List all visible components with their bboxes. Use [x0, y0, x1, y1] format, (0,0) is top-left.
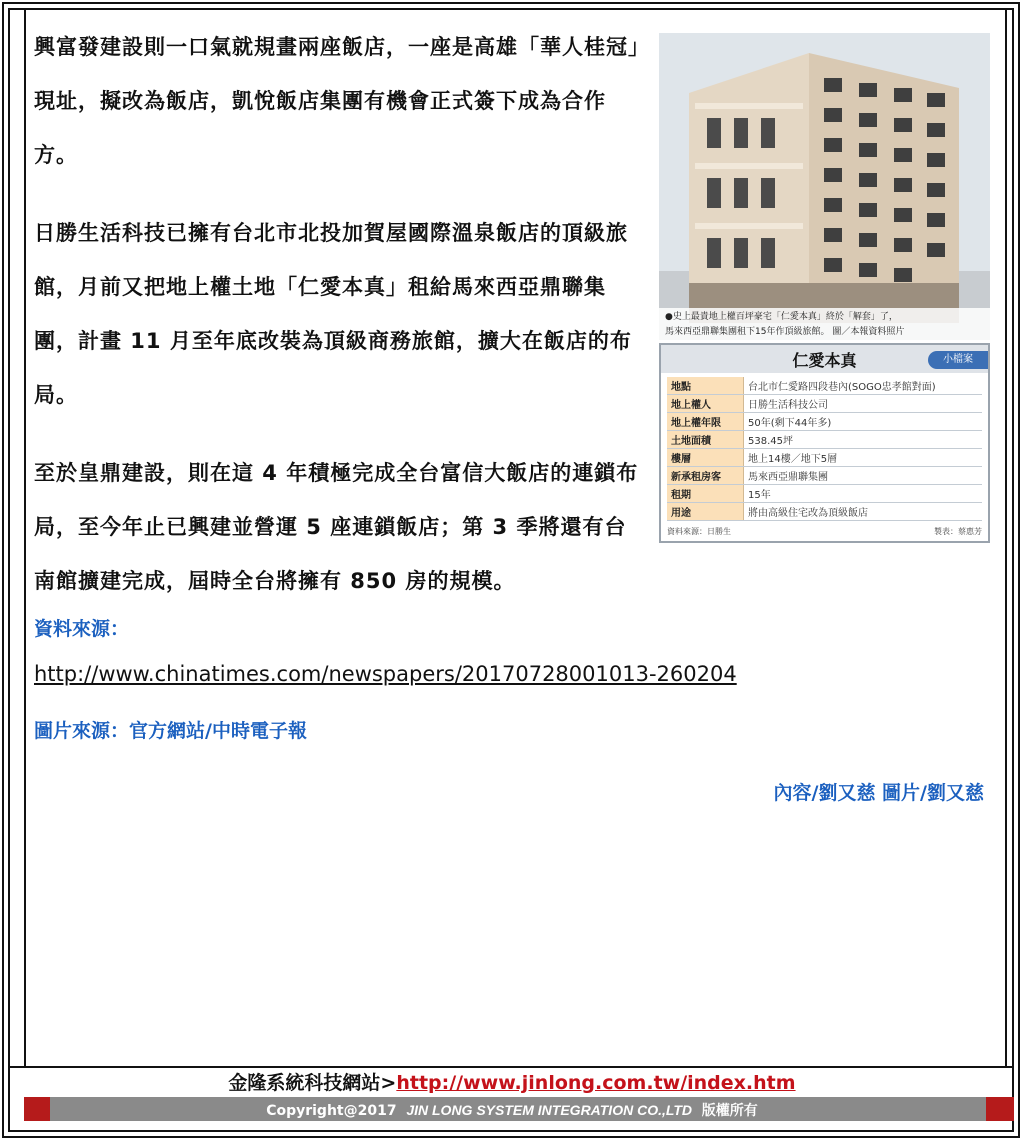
row-value: 15年 — [744, 485, 983, 503]
table-row — [667, 503, 982, 521]
right-rule — [1005, 10, 1007, 1068]
row-key: 地上權人 — [667, 395, 744, 413]
row-value: 538.45坪 — [744, 431, 983, 449]
info-card-source: 資料來源：日勝生 — [667, 527, 731, 536]
caption-line-1: ●史上最貴地上權百坪豪宅「仁愛本真」終於「解套」了， — [665, 312, 898, 322]
table-row — [667, 395, 982, 413]
table-row — [667, 467, 982, 485]
source-label: 資料來源： — [34, 618, 130, 640]
image-source: 圖片來源：官方網站/中時電子報 — [34, 720, 307, 742]
row-key: 土地面積 — [667, 431, 744, 449]
row-value: 日勝生活科技公司 — [744, 395, 983, 413]
row-value: 50年(剩下44年多) — [744, 413, 983, 431]
caption-line-2: 馬來西亞鼎聯集團租下15年作頂級旅館。 圖／本報資料照片 — [665, 327, 905, 337]
row-value: 地上14樓／地下5層 — [744, 449, 983, 467]
paragraph-1: 興富發建設則一口氣就規畫兩座飯店，一座是高雄「華人桂冠」現址，擬改為飯店，凱悅飯店集團有機會正式簽下成為合作方。 — [34, 35, 640, 167]
row-key: 地點 — [667, 377, 744, 395]
article-body — [34, 20, 646, 632]
row-value: 馬來西亞鼎聯集團 — [744, 467, 983, 485]
photo-caption — [659, 308, 990, 340]
row-value: 台北市仁愛路四段巷內(SOGO忠孝館對面) — [744, 377, 983, 395]
footer-site-label: 金隆系統科技網站> — [228, 1072, 397, 1094]
info-card-maker: 製表：蔡惠芳 — [934, 527, 982, 536]
table-row — [667, 431, 982, 449]
left-rule — [24, 10, 26, 1068]
row-key: 用途 — [667, 503, 744, 521]
row-key: 地上權年限 — [667, 413, 744, 431]
source-link[interactable]: http://www.chinatimes.com/newspapers/20170728001013-260204 — [34, 662, 737, 686]
table-row — [667, 449, 982, 467]
info-table — [667, 377, 982, 521]
table-row — [667, 485, 982, 503]
info-card-header — [661, 345, 988, 373]
paragraph-2: 日勝生活科技已擁有台北市北投加賀屋國際溫泉飯店的頂級旅館，月前又把地上權土地「仁愛本真」租給馬來西亞鼎聯集團，計畫 11 月至年底改裝為頂級商務旅館，擴大在飯店的布局。 — [34, 221, 632, 407]
row-key: 新承租房客 — [667, 467, 744, 485]
copyright-text — [0, 1100, 1024, 1120]
table-row — [667, 377, 982, 395]
row-key: 租期 — [667, 485, 744, 503]
table-row — [667, 413, 982, 431]
building-illustration — [659, 33, 990, 340]
info-card-title: 仁愛本真 — [792, 351, 857, 370]
row-key: 樓層 — [667, 449, 744, 467]
info-card-tab: 小檔案 — [928, 351, 988, 369]
footer-site-line — [0, 1068, 1024, 1095]
footer-site-link[interactable]: http://www.jinlong.com.tw/index.htm — [396, 1072, 796, 1094]
info-card — [659, 343, 990, 543]
credits: 內容/劉又慈 圖片/劉又慈 — [773, 782, 984, 804]
row-value: 將由高級住宅改為頂級飯店 — [744, 503, 983, 521]
paragraph-3: 至於皇鼎建設，則在這 4 年積極完成全台富信大飯店的連鎖布局，至今年止已興建並營運 5 座連鎖飯店；第 3 季將還有台南館擴建完成，屆時全台將擁有 850 房的規模。 — [34, 461, 639, 593]
copyright-prefix: Copyright@2017 — [266, 1103, 397, 1119]
copyright-company: JIN LONG SYSTEM INTEGRATION CO.,LTD — [406, 1102, 693, 1118]
building-photo — [659, 33, 990, 340]
info-card-footer — [667, 526, 982, 537]
copyright-suffix: 版權所有 — [701, 1103, 758, 1119]
